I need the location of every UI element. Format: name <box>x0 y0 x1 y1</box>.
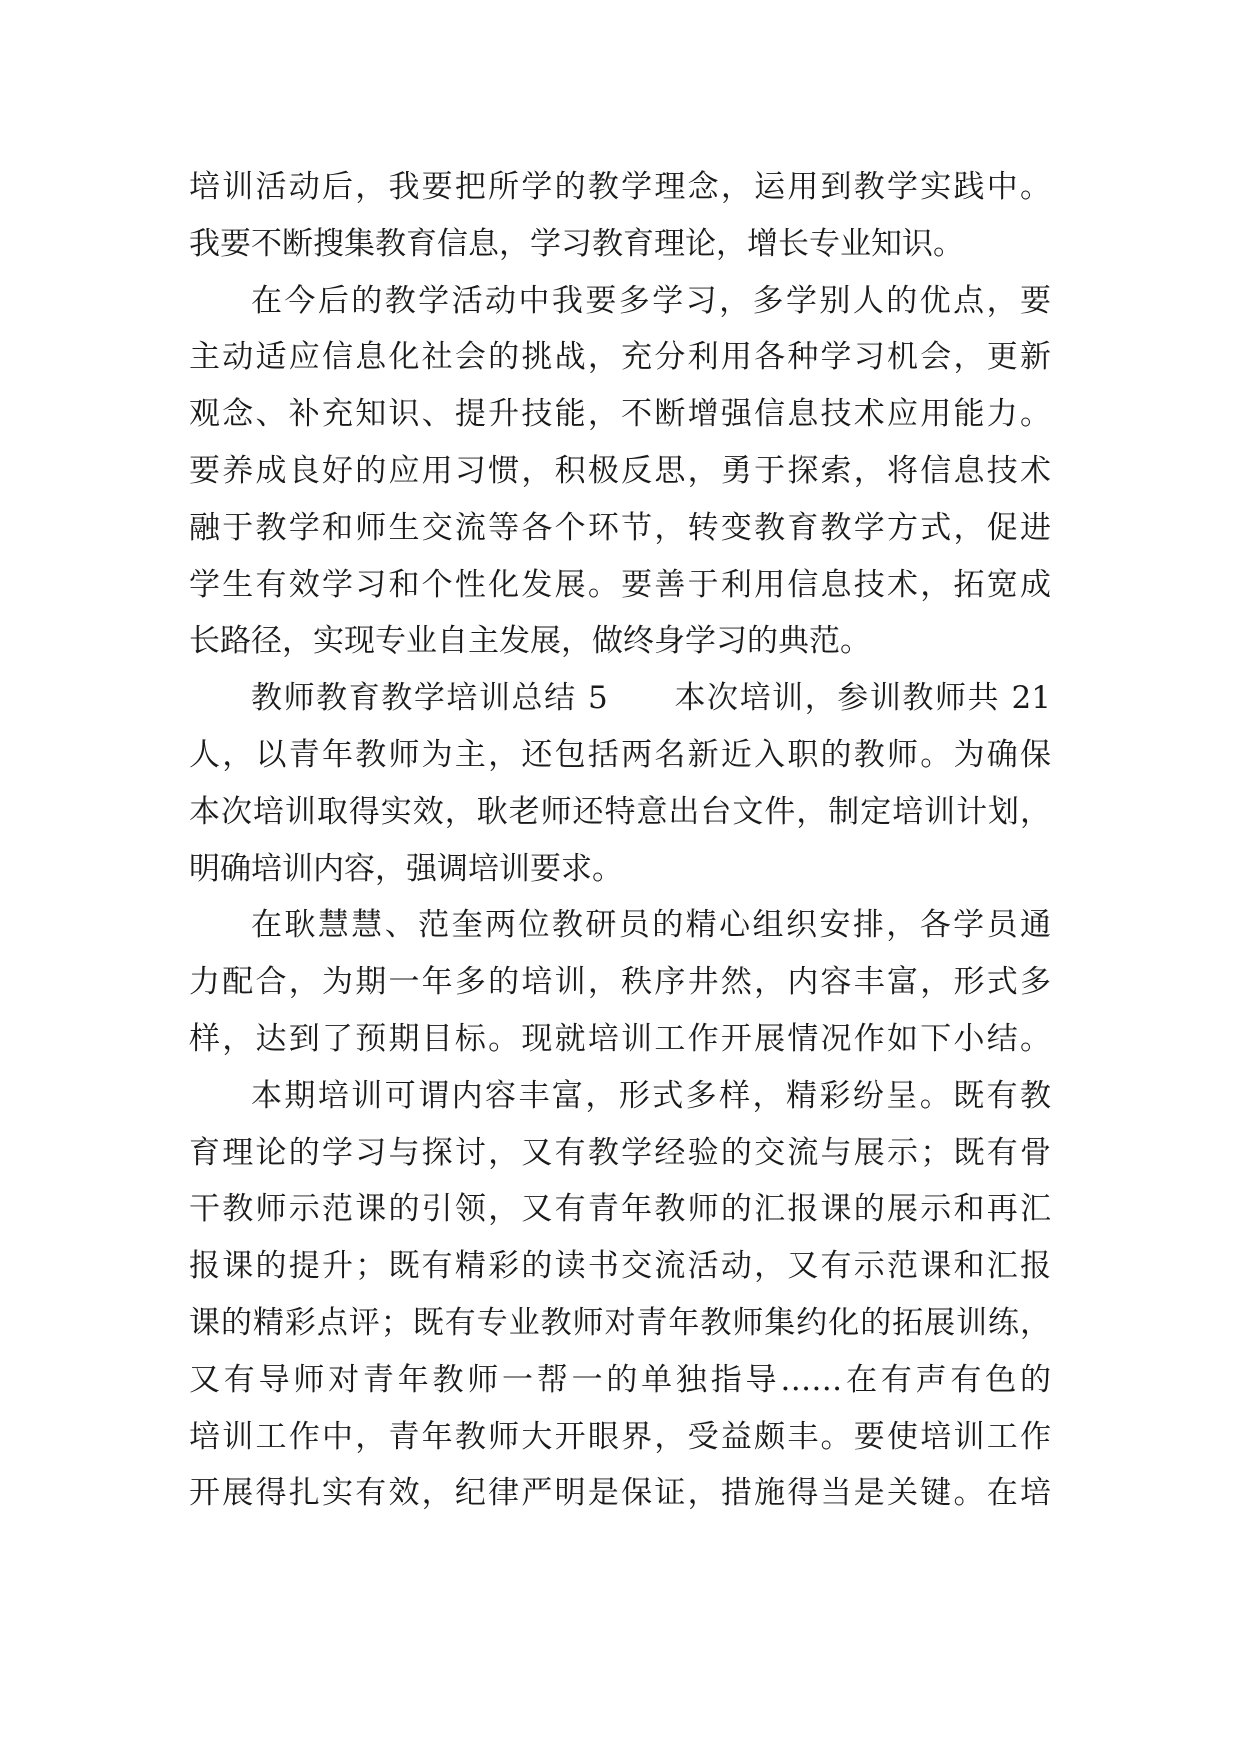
text-line: 开展得扎实有效，纪律严明是保证，措施得当是关键。在培 <box>189 1475 1051 1512</box>
text-line: 报课的提升；既有精彩的读书交流活动，又有示范课和汇报 <box>189 1248 1051 1285</box>
text-line: 在耿慧慧、范奎两位教研员的精心组织安排，各学员通 <box>251 907 1051 944</box>
body-text <box>189 159 1051 1522</box>
text-line: 样，达到了预期目标。现就培训工作开展情况作如下小结。 <box>189 1020 1051 1057</box>
text-line: 培训工作中，青年教师大开眼界，受益颇丰。要使培训工作 <box>189 1418 1051 1455</box>
text-line: 主动适应信息化社会的挑战，充分利用各种学习机会，更新 <box>189 339 1051 376</box>
text-line: 力配合，为期一年多的培训，秩序井然，内容丰富，形式多 <box>189 964 1051 1001</box>
paragraph <box>189 670 1051 897</box>
text-line: 观念、补充知识、提升技能，不断增强信息技术应用能力。 <box>189 396 1051 433</box>
paragraph <box>189 897 1051 1067</box>
text-line: 教师教育教学培训总结 5 本次培训，参训教师共 21 <box>251 680 1051 717</box>
text-line: 本期培训可谓内容丰富，形式多样，精彩纷呈。既有教 <box>251 1077 1051 1114</box>
paragraph <box>189 273 1051 671</box>
text-line: 本次培训取得实效，耿老师还特意出台文件，制定培训计划， <box>189 793 1051 830</box>
text-line: 明确培训内容，强调培训要求。 <box>189 850 623 887</box>
text-line: 长路径，实现专业自主发展，做终身学习的典范。 <box>189 623 871 660</box>
text-line: 融于教学和师生交流等各个环节，转变教育教学方式，促进 <box>189 509 1051 546</box>
text-line: 又有导师对青年教师一帮一的单独指导……在有声有色的 <box>189 1361 1051 1398</box>
text-line: 要养成良好的应用习惯，积极反思，勇于探索，将信息技术 <box>189 452 1051 489</box>
text-line: 人，以青年教师为主，还包括两名新近入职的教师。为确保 <box>189 736 1051 773</box>
text-line: 育理论的学习与探讨，又有教学经验的交流与展示；既有骨 <box>189 1134 1051 1171</box>
paragraph <box>189 159 1051 273</box>
text-line: 干教师示范课的引领，又有青年教师的汇报课的展示和再汇 <box>189 1191 1051 1228</box>
text-line: 在今后的教学活动中我要多学习，多学别人的优点，要 <box>251 282 1051 319</box>
text-line: 培训活动后，我要把所学的教学理念，运用到教学实践中。 <box>189 169 1051 205</box>
text-line: 课的精彩点评；既有专业教师对青年教师集约化的拓展训练， <box>189 1304 1051 1341</box>
paragraph <box>189 1068 1051 1522</box>
text-line: 我要不断搜集教育信息，学习教育理论，增长专业知识。 <box>189 225 964 262</box>
text-line: 学生有效学习和个性化发展。要善于利用信息技术，拓宽成 <box>189 566 1051 603</box>
